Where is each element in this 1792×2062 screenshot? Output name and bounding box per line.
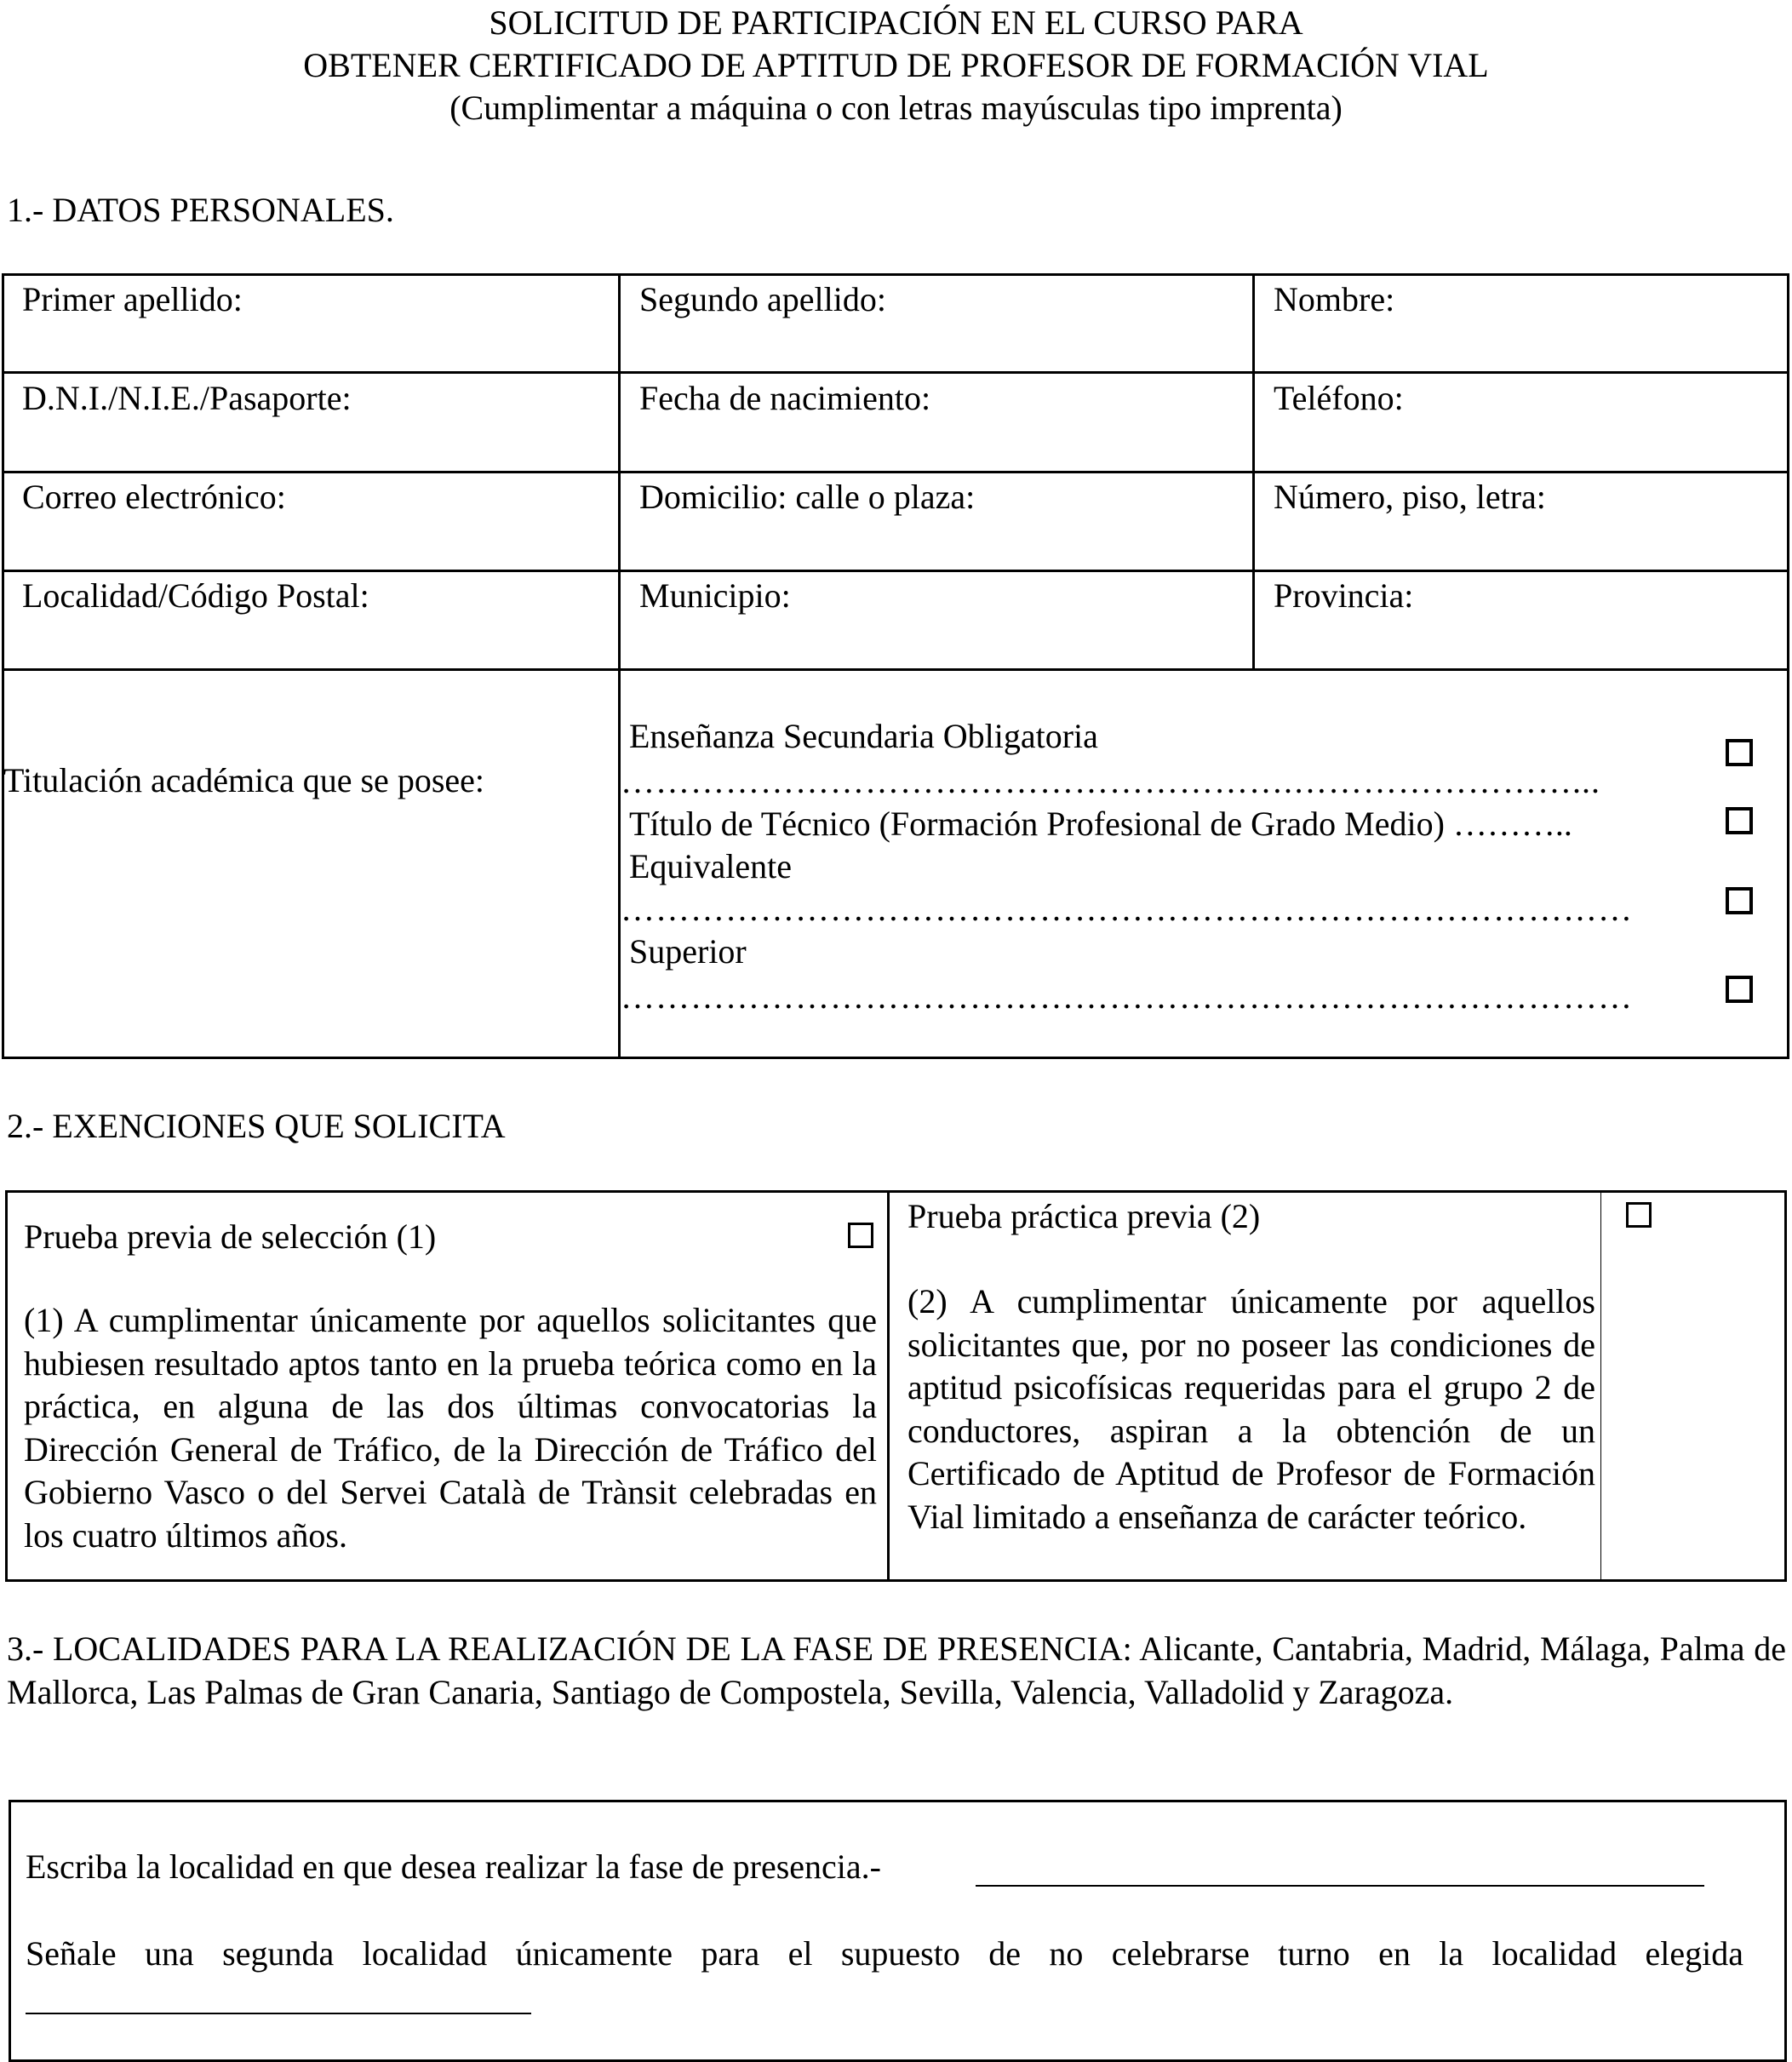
- titulacion-option-superior-label: Superior: [629, 932, 747, 971]
- titulacion-option-tecnico-label: Título de Técnico (Formación Profesional de Grado Medio) ………..: [629, 805, 1572, 843]
- exemption-prueba-practica-note: (2) A cumplimentar únicamente por aquellos solicitantes que, por no poseer las condiciones de aptitud psicofísicas requeridas para el grupo 2 de conductores, aspiran a la obtención de un Certificado de Aptitud de Profesor de Formación Vial limitado a enseñanza de carácter teórico.: [907, 1282, 1595, 1536]
- nombre-field[interactable]: Nombre:: [1274, 280, 1395, 318]
- titulacion-option-equivalente-label: Equivalente: [629, 847, 793, 885]
- localidad-cp-field[interactable]: Localidad/Código Postal:: [22, 576, 369, 615]
- form-title-line-2: OBTENER CERTIFICADO DE APTITUD DE PROFESOR DE FORMACIÓN VIAL: [303, 46, 1489, 84]
- titulacion-option-superior-dots: ……………………………………………………………………………: [621, 977, 1633, 1016]
- domicilio-field[interactable]: Domicilio: calle o plaza:: [639, 478, 976, 516]
- exemption-prueba-previa-label: Prueba previa de selección (1): [24, 1217, 437, 1256]
- titulacion-equivalente-checkbox[interactable]: [1726, 887, 1753, 914]
- section-1-title: 1.- DATOS PERSONALES.: [7, 191, 394, 229]
- form-title-line-1: SOLICITUD DE PARTICIPACIÓN EN EL CURSO PARA: [489, 3, 1303, 42]
- form-instructions: (Cumplimentar a máquina o con letras mayúsculas tipo imprenta): [449, 89, 1343, 127]
- municipio-field[interactable]: Municipio:: [639, 576, 791, 615]
- exemption-prueba-previa-checkbox[interactable]: [848, 1223, 873, 1248]
- exemption-prueba-previa-note: (1) A cumplimentar únicamente por aquellos solicitantes que hubiesen resultado aptos tanto en la prueba teórica como en la práctica, en alguna de las dos últimas convocatorias la Dirección General de Tráfico, de la Dirección de Tráfico del Gobierno Vasco o del Servei Català de Trànsit celebradas en los cuatro últimos años.: [24, 1301, 877, 1555]
- section-2-title: 2.- EXENCIONES QUE SOLICITA: [7, 1107, 506, 1145]
- titulacion-label: Titulación académica que se posee:: [3, 761, 484, 799]
- correo-field[interactable]: Correo electrónico:: [22, 478, 286, 516]
- second-localidad-prompt: Señale una segunda localidad únicamente para el supuesto de no celebrarse turno en la localidad elegida: [26, 1934, 1743, 1973]
- telefono-field[interactable]: Teléfono:: [1274, 379, 1404, 417]
- titulacion-tecnico-checkbox[interactable]: [1726, 807, 1753, 834]
- provincia-field[interactable]: Provincia:: [1274, 576, 1414, 615]
- first-localidad-input[interactable]: [976, 1885, 1704, 1887]
- section-3-localidades: 3.- LOCALIDADES PARA LA REALIZACIÓN DE LA FASE DE PRESENCIA: Alicante, Cantabria, Madrid, Málaga, Palma de Mallorca, Las Palmas de Gran Canaria, Santiago de Compostela, Sevilla, Valencia, Valladolid y Zaragoza.: [7, 1630, 1786, 1711]
- primer-apellido-field[interactable]: Primer apellido:: [22, 280, 243, 318]
- second-localidad-input[interactable]: [26, 2013, 531, 2014]
- titulacion-eso-checkbox[interactable]: [1726, 739, 1753, 766]
- titulacion-superior-checkbox[interactable]: [1726, 976, 1753, 1003]
- first-localidad-prompt: Escriba la localidad en que desea realizar la fase de presencia.-: [26, 1847, 881, 1886]
- titulacion-option-eso-label: Enseñanza Secundaria Obligatoria: [629, 717, 1098, 755]
- segundo-apellido-field[interactable]: Segundo apellido:: [639, 280, 886, 318]
- exemption-prueba-practica-checkbox[interactable]: [1626, 1202, 1652, 1228]
- fecha-nacimiento-field[interactable]: Fecha de nacimiento:: [639, 379, 931, 417]
- titulacion-option-equivalente-dots: ……………………………………………………………………………: [621, 890, 1633, 928]
- titulacion-option-eso-dots: ………………………………………………….……………………...: [621, 762, 1600, 800]
- numero-piso-field[interactable]: Número, piso, letra:: [1274, 478, 1546, 516]
- exemption-prueba-practica-label: Prueba práctica previa (2): [907, 1197, 1261, 1235]
- documento-field[interactable]: D.N.I./N.I.E./Pasaporte:: [22, 379, 352, 417]
